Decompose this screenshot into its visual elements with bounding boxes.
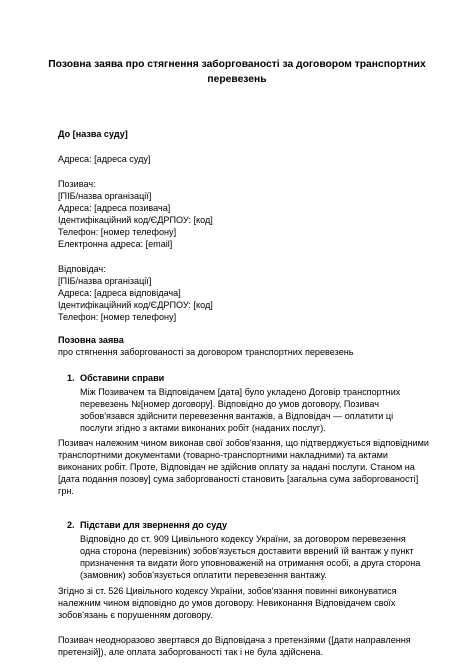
section-body [80, 533, 420, 581]
defendant-code: Ідентифікаційний код/ЄДРПОУ: [код] [58, 300, 213, 310]
plaintiff-phone: Телефон: [номер телефону] [58, 227, 177, 237]
plaintiff-address: Адреса: [адреса позивача] [58, 203, 171, 213]
paragraph-line: зобов'язань є порушенням договору. [58, 610, 213, 620]
section-number: 2. [67, 520, 75, 530]
plaintiff-name: [ПІБ/назва організації] [58, 191, 152, 201]
paragraph-line: претензій]), але оплата заборгованості так і не була здійснена. [58, 647, 323, 657]
paragraph-line: грн. [58, 486, 74, 496]
section-circumstances [67, 372, 401, 434]
defendant-address: Адреса: [адреса відповідача] [58, 288, 181, 298]
paragraph-line: виконаних робіт. Проте, Відповідач не здійснив оплату за надані послуги. Станом на [58, 462, 415, 472]
paragraph-line: Позивач належним чином виконав свої зобов'язання, що підтверджується відповідними [58, 438, 429, 448]
section-line: послуги згідно з актами виконаних робіт (наданих послуг). [80, 423, 326, 433]
section-body [80, 386, 400, 434]
section-line: Між Позивачем та Відповідачем [дата] було укладено Договір транспортних [80, 387, 401, 397]
section-number: 1. [67, 373, 75, 383]
section-line: призначення та видати його уповноваженій на отримання особі, а друга сторона [80, 558, 421, 568]
document-title [40, 57, 434, 87]
section-heading: Підстави для звернення до суду [80, 520, 228, 530]
paragraph-performance [58, 437, 429, 497]
section-line: (замовник) зобов'язується оплатити перевезення вантажу. [80, 570, 327, 580]
paragraph-legal-basis [58, 585, 397, 621]
section-line: Відповідно до ст. 909 Цивільного кодексу України, за договором перевезення [80, 534, 406, 544]
paragraph-line: Згідно зі ст. 526 Цивільного кодексу України, зобов'язання повинні виконуватися [58, 586, 397, 596]
title-line-1: Позовна заява про стягнення заборгованості за договором транспортних [48, 59, 426, 70]
claim-heading: Позовна заява [58, 335, 124, 345]
plaintiff-heading: Позивач: [58, 179, 96, 189]
defendant-name: [ПІБ/назва організації] [58, 276, 152, 286]
section-grounds [67, 519, 421, 581]
section-line: одна сторона (перевізник) зобов'язується доставити вврений їй вантаж у пункт [80, 546, 414, 556]
paragraph-line: транспортними документами (товарно-транспортними накладними) та актами [58, 450, 388, 460]
paragraph-claims [58, 634, 411, 658]
claim-subtitle: про стягнення заборгованості за договором транспортних перевезень [58, 347, 354, 357]
paragraph-line: [дата подання позову] сума заборгованості становить [загальна сума заборгованості] [58, 474, 419, 484]
court-address: Адреса: [адреса суду] [58, 154, 151, 164]
section-line: перевезень №[номер договору]. Відповідно до умов договору, Позивач [80, 399, 379, 409]
court-name: До [назва суду] [58, 129, 128, 139]
title-line-2: перевезень [207, 74, 267, 85]
plaintiff-email: Електронна адреса: [email] [58, 239, 173, 249]
plaintiff-code: Ідентифікаційний код/ЄДРПОУ: [код] [58, 215, 213, 225]
defendant-heading: Відповідач: [58, 264, 106, 274]
section-line: зобов'язався здійснити перевезення вантажів, а Відповідач — оплатити ці [80, 411, 394, 421]
paragraph-line: належним чином відповідно до умов договору. Невиконання Відповідачем своїх [58, 598, 396, 608]
paragraph-line: Позивач неодноразово звертався до Відповідача з претензіями ([дати направлення [58, 635, 411, 645]
section-heading: Обставини справи [80, 373, 165, 383]
defendant-phone: Телефон: [номер телефону] [58, 312, 177, 322]
